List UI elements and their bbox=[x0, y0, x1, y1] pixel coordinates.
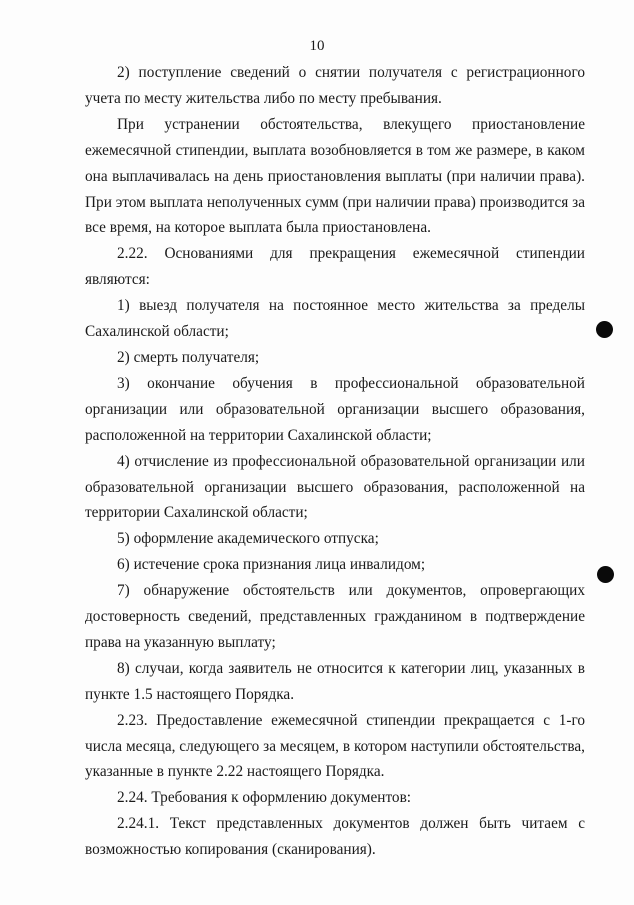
paragraph: 2.24. Требования к оформлению документов: bbox=[117, 789, 412, 807]
paragraph: 2.24.1. Текст представленных документов должен быть читаем с возможностью копирования (сканирования). bbox=[85, 815, 585, 859]
paragraph: 5) оформление академического отпуска; bbox=[117, 530, 379, 548]
document-body bbox=[85, 60, 585, 863]
paragraph: При устранении обстоятельства, влекущего приостановление ежемесячной стипендии, выплата возобновляется в том же размере, в каком она выплачивалась на день приостановления выплаты (при наличии права). При этом выплата неполученных сумм (при наличии права) производится за все время, на которое выплата была приостановлена. bbox=[85, 115, 586, 237]
paragraph: 1) выезд получателя на постоянное место жительства за пределы Сахалинской области; bbox=[85, 297, 585, 341]
paragraph: 2) смерть получателя; bbox=[117, 348, 260, 366]
paragraph: 7) обнаружение обстоятельств или документов, опровергающих достоверность сведений, представленных гражданином в подтверждение права на указанную выплату; bbox=[85, 582, 585, 651]
punch-hole bbox=[596, 321, 613, 338]
punch-hole bbox=[597, 566, 614, 583]
paragraph: 2.22. Основаниями для прекращения ежемесячной стипендии являются: bbox=[85, 245, 585, 289]
paragraph: 3) окончание обучения в профессиональной образовательной организации или образовательной организации высшего образования, расположенной на территории Сахалинской области; bbox=[85, 374, 585, 444]
paragraph: 2.23. Предоставление ежемесячной стипендии прекращается с 1-го числа месяца, следующего за месяцем, в котором наступили обстоятельства, указанные в пункте 2.22 настоящего Порядка. bbox=[85, 711, 585, 781]
page-number: 10 bbox=[309, 38, 325, 54]
paragraph: 2) поступление сведений о снятии получателя с регистрационного учета по месту жительства либо по месту пребывания. bbox=[85, 64, 585, 107]
paragraph: 4) отчисление из профессиональной образовательной организации или образовательной организации высшего образования, расположенной на территории Сахалинской области; bbox=[85, 452, 585, 522]
paragraph: 6) истечение срока признания лица инвалидом; bbox=[117, 556, 426, 574]
paragraph: 8) случаи, когда заявитель не относится к категории лиц, указанных в пункте 1.5 настоящего Порядка. bbox=[85, 659, 585, 703]
